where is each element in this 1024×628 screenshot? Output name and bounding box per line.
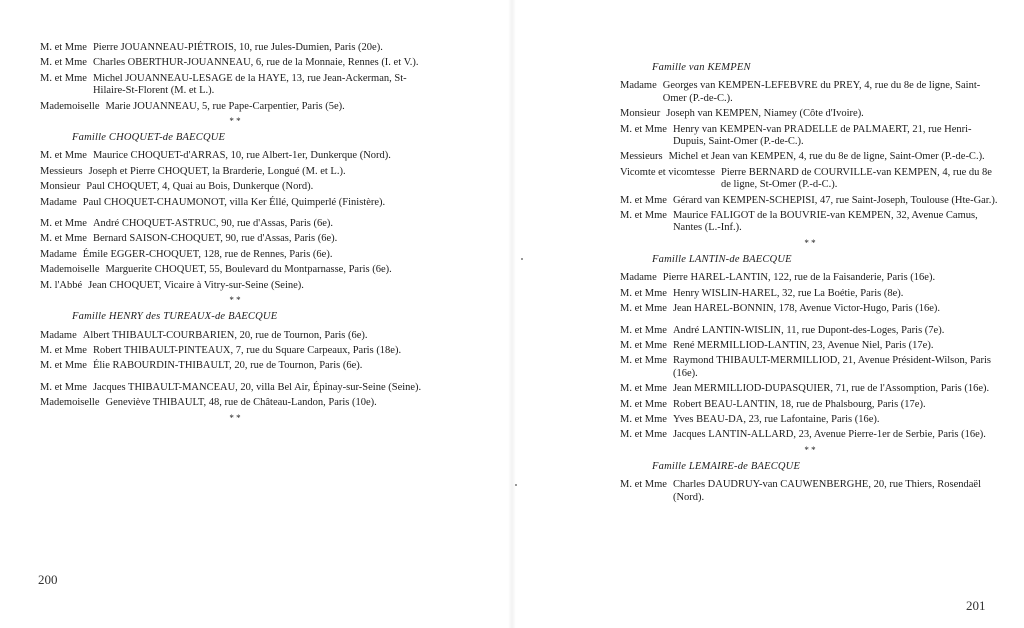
address-entry	[620, 272, 1000, 284]
entry-detail: Pierre JOUANNEAU-PIÉTROIS, 10, rue Jules-Dumien, Paris (20e).	[92, 42, 383, 53]
entry-detail: Émile EGGER-CHOQUET, 128, rue de Rennes, Paris (6e).	[82, 248, 333, 260]
section-separator-stars	[40, 414, 430, 423]
address-entry	[40, 233, 430, 245]
entry-detail: Marie JOUANNEAU, 5, rue Pape-Carpentier, Paris (5e).	[105, 100, 345, 112]
entry-title: M. et Mme	[620, 398, 667, 410]
address-entry	[40, 264, 430, 276]
address-entry	[620, 210, 1000, 235]
family-heading: Famille LEMAIRE-de BAECQUE	[652, 460, 801, 472]
entry-title: M. et Mme	[40, 150, 87, 162]
entry-title: M. et Mme	[620, 355, 667, 367]
address-entry	[620, 355, 1000, 380]
entry-title: Vicomte et vicomtesse	[620, 166, 716, 178]
stars-glyph: * *	[229, 412, 241, 423]
entry-title: M. et Mme	[40, 57, 87, 69]
entry-detail: Pierre HAREL-LANTIN, 122, rue de la Faisanderie, Paris (16e).	[662, 272, 936, 284]
entry-title: M. et Mme	[620, 339, 667, 351]
page-number: 201	[966, 598, 986, 613]
address-entry	[620, 340, 1000, 352]
entry-title: M. et Mme	[40, 233, 87, 245]
address-entry	[620, 429, 1000, 441]
family-heading: Famille CHOQUET-de BAECQUE	[72, 132, 226, 144]
entry-title: M. et Mme	[40, 344, 87, 356]
entry-title: Messieurs	[40, 165, 83, 177]
address-entry	[40, 101, 430, 113]
address-entry	[40, 166, 430, 178]
entry-detail: Marguerite CHOQUET, 55, Boulevard du Montparnasse, Paris (6e).	[105, 264, 392, 276]
entry-title: M. l'Abbé	[40, 279, 83, 291]
stars-glyph: * *	[804, 444, 816, 455]
entry-title: Messieurs	[620, 151, 663, 163]
entry-title: M. et Mme	[620, 429, 667, 441]
address-entry	[40, 249, 430, 261]
address-entry	[620, 151, 1000, 163]
address-entry	[40, 382, 430, 394]
entry-detail: Robert BEAU-LANTIN, 18, rue de Phalsbourg, Paris (17e).	[672, 398, 926, 410]
stars-glyph: * *	[229, 116, 241, 127]
entry-title: Madame	[40, 196, 77, 208]
address-entry	[40, 42, 430, 54]
entry-detail: Georges van KEMPEN-LEFEBVRE du PREY, 4, rue du 8e de ligne, Saint-Omer (P.-de-C.).	[662, 80, 981, 104]
address-entry	[620, 80, 1000, 105]
entry-detail: Michel et Jean van KEMPEN, 4, rue du 8e de ligne, Saint-Omer (P.-de-C.).	[668, 151, 985, 163]
family-heading: Famille van KEMPEN	[652, 62, 751, 73]
paper-speck	[521, 258, 523, 260]
entry-detail: Jean CHOQUET, Vicaire à Vitry-sur-Seine (Seine).	[88, 279, 304, 291]
entry-title: M. et Mme	[620, 303, 667, 315]
entry-title: Mademoiselle	[40, 100, 100, 112]
entry-detail: Michel JOUANNEAU-LESAGE de la HAYE, 13, rue Jean-Ackerman, St-Hilaire-St-Florent (M. et L.).	[92, 72, 407, 97]
entry-title: M. et Mme	[620, 194, 667, 206]
entry-detail: Joseph van KEMPEN, Niamey (Côte d'Ivoire).	[666, 108, 864, 120]
entry-detail: Joseph et Pierre CHOQUET, la Brarderie, Longué (M. et L.).	[88, 165, 346, 177]
entry-detail: Henry van KEMPEN-van PRADELLE de PALMAERT, 21, rue Henri-Dupuis, Saint-Omer (P.-de-C.).	[672, 123, 972, 148]
entry-detail: Élie RABOURDIN-THIBAULT, 20, rue de Tournon, Paris (6e).	[92, 360, 363, 372]
entry-title: M. et Mme	[620, 210, 667, 222]
entry-detail: Albert THIBAULT-COURBARIEN, 20, rue de Tournon, Paris (6e).	[82, 329, 368, 341]
left-page-text	[40, 42, 430, 429]
entry-title: Madame	[40, 329, 77, 341]
entry-title: Madame	[620, 272, 657, 284]
entry-detail: Robert THIBAULT-PINTEAUX, 7, rue du Square Carpeaux, Paris (18e).	[92, 344, 402, 356]
family-heading: Famille HENRY des TUREAUX-de BAECQUE	[72, 311, 278, 323]
entry-detail: René MERMILLIOD-LANTIN, 23, Avenue Niel, Paris (17e).	[672, 339, 934, 351]
entry-detail: Maurice FALIGOT de la BOUVRIE-van KEMPEN, 32, Avenue Camus, Nantes (L.-Inf.).	[672, 210, 978, 234]
address-entry	[40, 218, 430, 230]
section-separator-stars	[620, 446, 1000, 455]
address-entry	[620, 325, 1000, 337]
stars-glyph: * *	[804, 237, 816, 248]
entry-title: Mademoiselle	[40, 397, 100, 409]
entry-detail: Jacques LANTIN-ALLARD, 23, Avenue Pierre-1er de Serbie, Paris (16e).	[672, 429, 986, 441]
entry-detail: Geneviève THIBAULT, 48, rue de Château-Landon, Paris (10e).	[105, 397, 377, 409]
address-entry	[620, 167, 1000, 192]
address-entry	[620, 414, 1000, 426]
stars-glyph: * *	[229, 295, 241, 306]
entry-title: M. et Mme	[40, 381, 87, 393]
address-entry	[620, 399, 1000, 411]
address-entry	[40, 397, 430, 409]
entry-detail: Pierre BERNARD de COURVILLE-van KEMPEN, 4, rue du 8e de ligne, St-Omer (P.-d-C.).	[721, 166, 992, 191]
entry-detail: Yves BEAU-DA, 23, rue Lafontaine, Paris (16e).	[672, 413, 880, 425]
entry-title: Madame	[620, 80, 657, 92]
family-heading: Famille LANTIN-de BAECQUE	[652, 253, 792, 265]
address-entry	[620, 195, 1000, 207]
entry-detail: Jacques THIBAULT-MANCEAU, 20, villa Bel Air, Épinay-sur-Seine (Seine).	[92, 381, 422, 393]
entry-title: Madame	[40, 248, 77, 260]
entry-detail: André LANTIN-WISLIN, 11, rue Dupont-des-Loges, Paris (7e).	[672, 324, 945, 336]
right-page	[512, 0, 1024, 628]
paper-speck	[515, 484, 517, 486]
address-entry	[620, 288, 1000, 300]
right-page-text	[620, 58, 1000, 507]
entry-title: Monsieur	[40, 181, 81, 193]
entry-title: Monsieur	[620, 108, 661, 120]
page-number: 200	[38, 572, 58, 587]
address-entry	[620, 108, 1000, 120]
entry-detail: Raymond THIBAULT-MERMILLIOD, 21, Avenue Président-Wilson, Paris (16e).	[672, 355, 992, 379]
address-entry	[40, 181, 430, 193]
entry-title: M. et Mme	[620, 324, 667, 336]
address-entry	[40, 345, 430, 357]
entry-detail: Maurice CHOQUET-d'ARRAS, 10, rue Albert-1er, Dunkerque (Nord).	[92, 150, 391, 162]
address-entry	[40, 360, 430, 372]
entry-title: M. et Mme	[620, 123, 667, 135]
entry-detail: Gérard van KEMPEN-SCHEPISI, 47, rue Saint-Joseph, Toulouse (Hte-Gar.).	[672, 194, 998, 206]
entry-detail: André CHOQUET-ASTRUC, 90, rue d'Assas, Paris (6e).	[92, 218, 334, 230]
entry-title: M. et Mme	[40, 42, 87, 53]
address-entry	[40, 197, 430, 209]
address-entry	[620, 479, 1000, 504]
entry-detail: Henry WISLIN-HAREL, 32, rue La Boétie, Paris (8e).	[672, 287, 904, 299]
entry-title: M. et Mme	[620, 479, 667, 491]
entry-detail: Paul CHOQUET-CHAUMONOT, villa Ker Éllé, Quimperlé (Finistère).	[82, 196, 386, 208]
address-entry	[620, 124, 1000, 149]
address-entry	[40, 280, 430, 292]
entry-detail: Charles OBERTHUR-JOUANNEAU, 6, rue de la Monnaie, Rennes (I. et V.).	[92, 57, 419, 69]
address-entry	[40, 330, 430, 342]
section-separator-stars	[40, 296, 430, 305]
entry-detail: Paul CHOQUET, 4, Quai au Bois, Dunkerque (Nord).	[86, 181, 314, 193]
entry-title: M. et Mme	[620, 287, 667, 299]
entry-title: M. et Mme	[620, 413, 667, 425]
entry-title: M. et Mme	[40, 72, 87, 84]
entry-detail: Bernard SAISON-CHOQUET, 90, rue d'Assas, Paris (6e).	[92, 233, 338, 245]
entry-detail: Charles DAUDRUY-van CAUWENBERGHE, 20, rue Thiers, Rosendaël (Nord).	[672, 479, 982, 503]
section-separator-stars	[40, 117, 430, 126]
address-entry	[40, 73, 430, 98]
entry-detail: Jean HAREL-BONNIN, 178, Avenue Victor-Hugo, Paris (16e).	[672, 303, 941, 315]
address-entry	[620, 383, 1000, 395]
entry-title: M. et Mme	[40, 360, 87, 372]
entry-detail: Jean MERMILLIOD-DUPASQUIER, 71, rue de l'Assomption, Paris (16e).	[672, 383, 990, 395]
address-entry	[620, 303, 1000, 315]
address-entry	[40, 150, 430, 162]
entry-title: M. et Mme	[620, 383, 667, 395]
address-entry	[40, 57, 430, 69]
entry-title: Mademoiselle	[40, 264, 100, 276]
section-separator-stars	[620, 239, 1000, 248]
entry-title: M. et Mme	[40, 218, 87, 230]
